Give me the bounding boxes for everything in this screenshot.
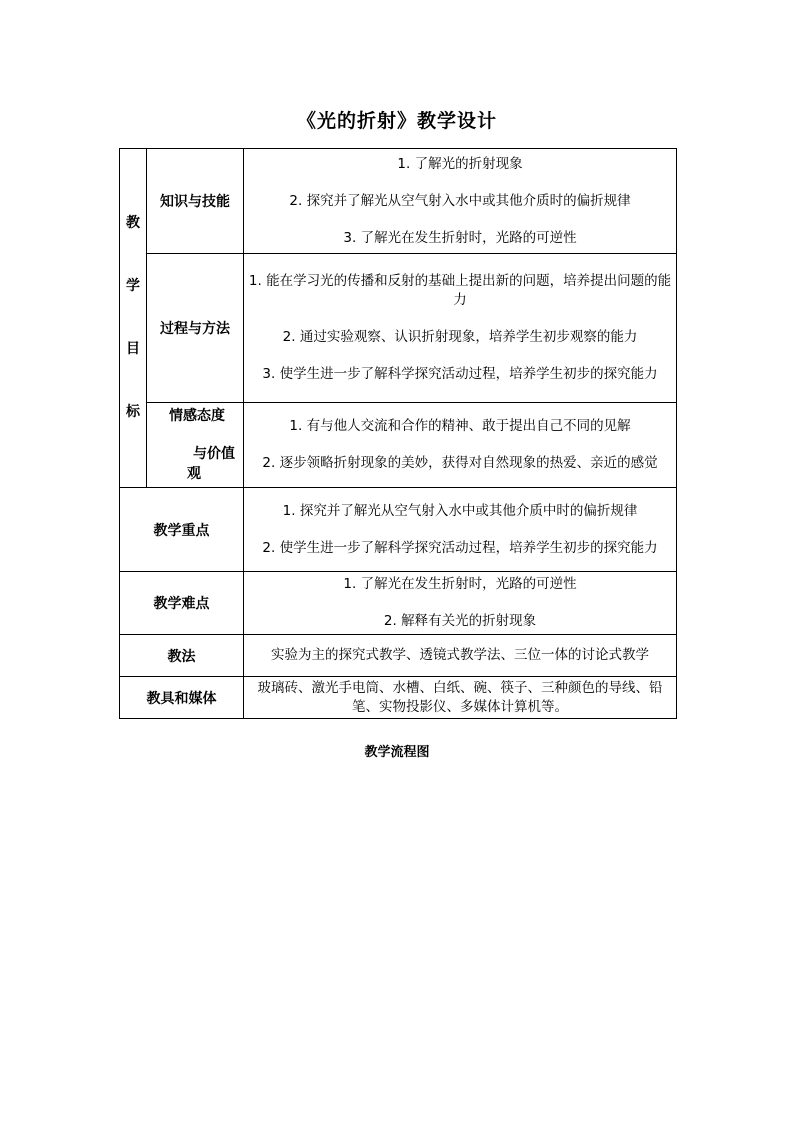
row-key-points	[120, 488, 677, 572]
process-label: 过程与方法	[147, 254, 244, 403]
row-knowledge	[120, 149, 677, 254]
objectives-label-char: 目	[126, 341, 140, 357]
emotion-label-line: 情感态度	[169, 408, 225, 424]
media-content	[244, 677, 677, 719]
objectives-label-char: 教	[126, 215, 140, 231]
emotion-label	[147, 403, 244, 488]
method-content	[244, 635, 677, 677]
difficult-points-item: 2. 解释有关光的折射现象	[383, 613, 537, 629]
media-label: 教具和媒体	[120, 677, 244, 719]
objectives-label	[120, 149, 147, 488]
knowledge-item: 1. 了解光的折射现象	[397, 155, 523, 172]
knowledge-item: 2. 探究并了解光从空气射入水中或其他介质时的偏折规律	[289, 192, 631, 209]
key-points-item: 2. 使学生进一步了解科学探究活动过程，培养学生初步的探究能力	[262, 539, 658, 556]
emotion-label-line: 观	[187, 466, 201, 482]
row-process	[120, 254, 677, 403]
lesson-plan-table	[119, 148, 677, 719]
objectives-label-char: 标	[126, 404, 140, 420]
document-title: 《光的折射》教学设计	[296, 110, 497, 132]
difficult-points-item: 1. 了解光在发生折射时，光路的可逆性	[343, 576, 577, 592]
knowledge-content	[244, 149, 677, 254]
knowledge-item: 3. 了解光在发生折射时，光路的可逆性	[343, 229, 577, 246]
process-item: 1. 能在学习光的传播和反射的基础上提出新的问题，培养提出问题的能力	[248, 273, 672, 308]
flow-chart-title: 教学流程图	[364, 745, 430, 760]
process-item: 2. 通过实验观察、认识折射现象，培养学生初步观察的能力	[282, 329, 638, 345]
media-text: 玻璃砖、激光手电筒、水槽、白纸、碗、筷子、三种颜色的导线、铅笔、实物投影仪、多媒体计算机等。	[257, 679, 663, 715]
difficult-points-label: 教学难点	[120, 572, 244, 635]
key-points-item: 1. 探究并了解光从空气射入水中或其他介质中时的偏折规律	[282, 502, 638, 519]
row-difficult-points	[120, 572, 677, 635]
process-content	[244, 254, 677, 403]
row-media	[120, 677, 677, 719]
key-points-label: 教学重点	[120, 488, 244, 572]
emotion-item: 2. 逐步领略折射现象的美妙，获得对自然现象的热爱、亲近的感觉	[262, 455, 658, 471]
key-points-content	[244, 488, 677, 572]
emotion-item: 1. 有与他人交流和合作的精神、敢于提出自己不同的见解	[289, 418, 631, 434]
objectives-label-char: 学	[126, 278, 140, 294]
knowledge-label: 知识与技能	[147, 149, 244, 254]
process-item: 3. 使学生进一步了解科学探究活动过程，培养学生初步的探究能力	[262, 366, 658, 382]
row-emotion	[120, 403, 677, 488]
emotion-label-line: 与价值	[193, 446, 235, 462]
row-method	[120, 635, 677, 677]
method-label: 教法	[120, 635, 244, 677]
difficult-points-content	[244, 572, 677, 635]
emotion-content	[244, 403, 677, 488]
method-text: 实验为主的探究式教学、透镜式教学法、三位一体的讨论式教学	[271, 647, 649, 663]
